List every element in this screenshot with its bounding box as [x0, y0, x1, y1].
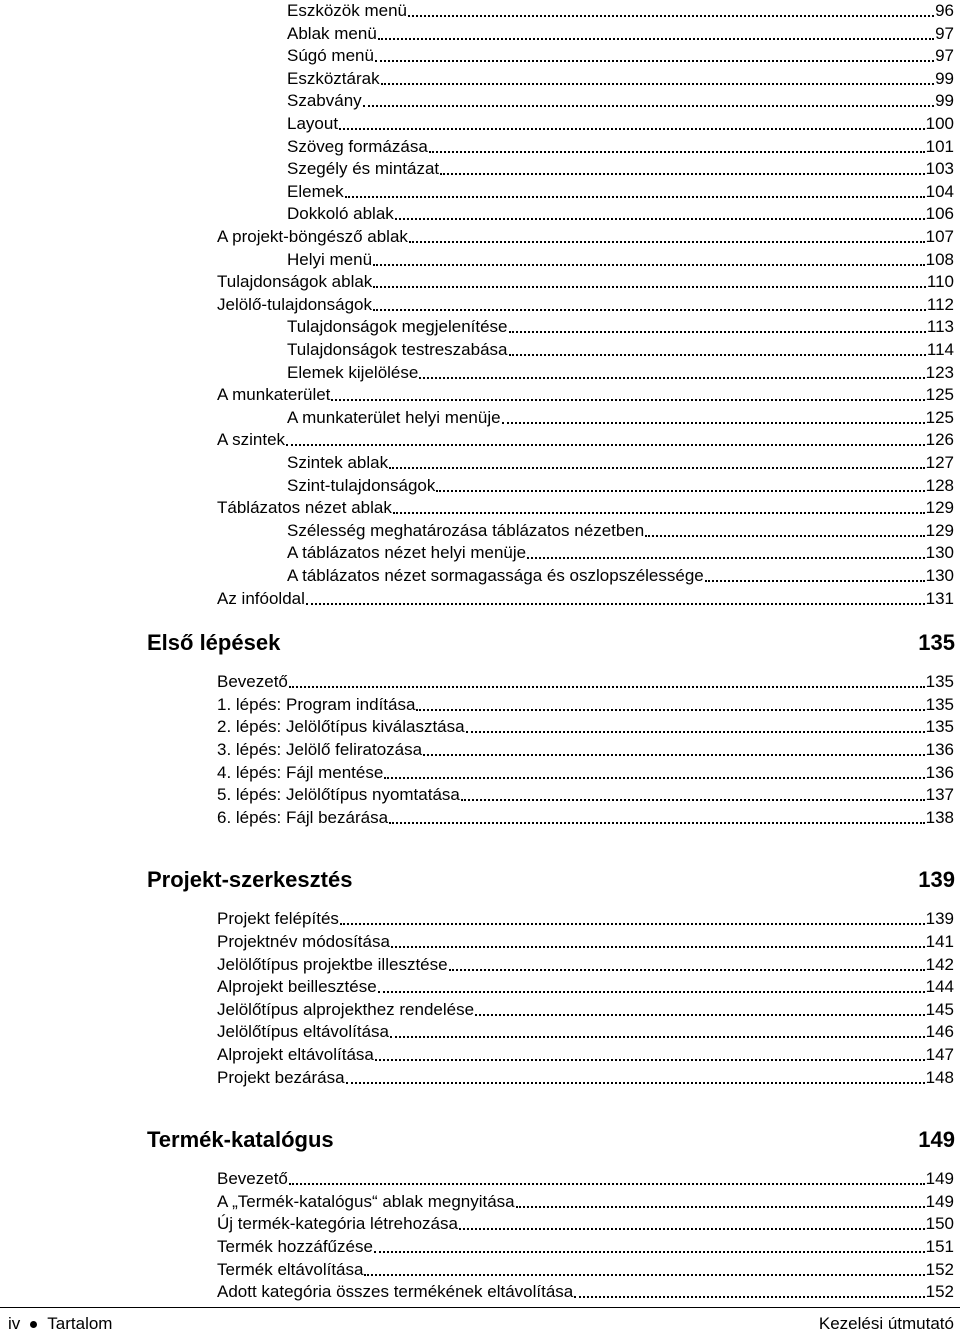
dot-leader: [339, 128, 925, 130]
dot-leader: [436, 490, 924, 492]
page-footer: [0, 1307, 960, 1332]
section-heading-page: 139: [918, 867, 955, 893]
dot-leader: [340, 923, 925, 925]
dot-leader: [409, 241, 925, 243]
dot-leader: [364, 1274, 924, 1276]
toc-entry-page: 136: [925, 740, 954, 759]
bullet-icon: [30, 1321, 37, 1328]
toc-entry[interactable]: [287, 136, 954, 158]
dot-leader: [391, 946, 925, 948]
toc-entry-page: 146: [925, 1022, 954, 1042]
toc-entry[interactable]: [287, 113, 954, 135]
toc-entry-page: 129: [925, 520, 954, 540]
toc-entry[interactable]: [217, 739, 954, 761]
dot-leader: [373, 286, 926, 288]
toc-entry[interactable]: [217, 976, 954, 998]
toc-entry[interactable]: [287, 158, 954, 180]
toc-entry-page: 129: [925, 498, 954, 518]
dot-leader: [286, 444, 925, 446]
toc-entry[interactable]: [287, 0, 954, 22]
dot-leader: [375, 1059, 925, 1061]
toc-entry-title: Az infóoldal: [217, 588, 305, 608]
toc-entry[interactable]: [217, 588, 954, 610]
toc-entry-page: 135: [925, 672, 954, 692]
toc-entry-page: 100: [925, 114, 954, 133]
toc-entry-title: Jelölő-tulajdonságok: [217, 294, 372, 314]
toc-entry-title: Szint-tulajdonságok: [287, 475, 436, 495]
toc-entry[interactable]: [287, 475, 954, 497]
toc-entry-title: Bevezető: [217, 1169, 288, 1189]
dot-leader: [393, 512, 925, 514]
toc-entry-title: A projekt-böngésző ablak: [217, 227, 408, 246]
dot-leader: [475, 1014, 925, 1016]
dot-leader: [419, 377, 924, 379]
toc-entry-title: Eszközök menü: [287, 1, 407, 20]
toc-entry[interactable]: [287, 520, 954, 542]
toc-entry[interactable]: [217, 497, 954, 519]
toc-entry-page: 135: [925, 717, 954, 737]
toc-entry[interactable]: [287, 542, 954, 564]
toc-entry[interactable]: [217, 671, 954, 693]
toc-entry[interactable]: [217, 384, 954, 406]
toc-entry-title: 6. lépés: Fájl bezárása: [217, 807, 389, 827]
toc-entry[interactable]: [287, 407, 954, 429]
dot-leader: [381, 83, 934, 85]
toc-entry[interactable]: [217, 1021, 954, 1043]
toc-entry-page: 149: [925, 1169, 954, 1189]
toc-entry-title: A „Termék-katalógus“ ablak megnyitása: [217, 1191, 515, 1211]
toc-entry-page: 113: [926, 317, 954, 337]
toc-entry-page: 114: [926, 340, 954, 359]
toc-entry-title: 5. lépés: Jelölőtípus nyomtatása: [217, 785, 460, 805]
dot-leader: [363, 105, 934, 107]
toc-entry-page: 97: [935, 23, 954, 43]
toc-entry-page: 103: [925, 159, 954, 179]
toc-entry[interactable]: [287, 68, 954, 90]
toc-entry[interactable]: [217, 1259, 954, 1281]
dot-leader: [345, 196, 925, 198]
toc-entry-title: Helyi menü: [287, 249, 373, 269]
dot-leader: [502, 422, 925, 424]
toc-entry[interactable]: [217, 226, 954, 248]
toc-entry-page: 106: [925, 204, 954, 224]
dot-leader: [306, 603, 925, 605]
dot-leader: [373, 264, 925, 266]
toc-entry-page: 101: [925, 136, 954, 156]
toc-entry-page: 130: [925, 566, 954, 585]
toc-entry[interactable]: [217, 908, 954, 930]
toc-entry[interactable]: [217, 931, 954, 953]
dot-leader: [705, 580, 925, 582]
toc-entry-title: Szélesség meghatározása táblázatos nézetben: [287, 520, 645, 540]
toc-entry-title: Alprojekt beillesztése: [217, 977, 377, 997]
toc-entry-title: Szintek ablak: [287, 453, 389, 472]
dot-leader: [408, 15, 934, 17]
toc-entry-page: 135: [925, 694, 954, 714]
toc-entry-title: Súgó menü: [287, 46, 374, 66]
toc-entry-title: Layout: [287, 114, 339, 133]
section-heading-title: Termék-katalógus: [147, 1127, 334, 1153]
toc-entry[interactable]: [287, 249, 954, 271]
dot-leader: [466, 731, 925, 733]
toc-entry-title: A táblázatos nézet helyi menüje: [287, 543, 527, 563]
section-heading-title: Első lépések: [147, 630, 281, 656]
toc-entry-page: 152: [925, 1282, 954, 1302]
toc-entry-page: 123: [925, 362, 954, 382]
dot-leader: [440, 173, 924, 175]
toc-entry[interactable]: [217, 1213, 954, 1235]
toc-entry-title: Szöveg formázása: [287, 136, 428, 156]
toc-entry-page: 137: [925, 785, 954, 805]
toc-entry-page: 107: [925, 227, 954, 246]
dot-leader: [384, 777, 924, 779]
toc-entry-title: Adott kategória összes termékének eltávolítása: [217, 1282, 574, 1302]
toc-entry[interactable]: [217, 1168, 954, 1190]
toc-entry-page: 148: [925, 1067, 954, 1087]
dot-leader: [289, 1183, 925, 1185]
toc-entry[interactable]: [217, 784, 954, 806]
toc-entry-page: 149: [925, 1191, 954, 1211]
toc-entry-title: Új termék-kategória létrehozása: [217, 1214, 458, 1234]
toc-entry-page: 139: [925, 909, 954, 929]
dot-leader: [509, 354, 926, 356]
section-heading[interactable]: [147, 628, 955, 658]
toc-entry-title: Szegély és mintázat: [287, 159, 440, 179]
dot-leader: [389, 467, 925, 469]
toc-entry[interactable]: [287, 362, 954, 384]
toc-entry-page: 104: [925, 181, 954, 201]
toc-entry[interactable]: [217, 294, 954, 316]
toc-entry-title: Projekt felépítés: [217, 909, 339, 929]
toc-entry-title: 1. lépés: Program indítása: [217, 694, 416, 714]
toc-entry-page: 130: [925, 543, 954, 563]
dot-leader: [390, 1036, 925, 1038]
toc-entry-title: Eszköztárak: [287, 68, 380, 88]
toc-entry-title: Ablak menü: [287, 23, 377, 43]
toc-entry-title: A munkaterület: [217, 385, 331, 405]
dot-leader: [374, 1251, 925, 1253]
toc-entry-title: Elemek: [287, 181, 344, 201]
toc-entry-title: 3. lépés: Jelölő feliratozása: [217, 740, 423, 759]
dot-leader: [378, 38, 934, 40]
toc-entry-title: Tulajdonságok testreszabása: [287, 340, 508, 359]
dot-leader: [346, 1082, 925, 1084]
toc-entry[interactable]: [217, 1236, 954, 1258]
toc-entry-title: Elemek kijelölése: [287, 362, 419, 382]
section-heading-title: Projekt-szerkesztés: [147, 867, 353, 893]
toc-entry[interactable]: [217, 716, 954, 738]
toc-entry[interactable]: [217, 429, 954, 451]
toc-entry[interactable]: [287, 181, 954, 203]
dot-leader: [527, 557, 925, 559]
toc-entry-page: 147: [925, 1045, 954, 1064]
toc-entry-page: 145: [925, 999, 954, 1019]
toc-entry-title: Jelölőtípus alprojekthez rendelése: [217, 999, 475, 1019]
toc-entry-page: 138: [925, 807, 954, 827]
toc-entry[interactable]: [287, 23, 954, 45]
toc-entry[interactable]: [217, 1067, 954, 1089]
toc-entry-page: 151: [925, 1237, 954, 1256]
toc-entry-page: 136: [925, 762, 954, 782]
toc-entry-page: 99: [935, 68, 954, 88]
toc-entry-title: Bevezető: [217, 672, 288, 692]
toc-entry-title: Tulajdonságok ablak: [217, 272, 373, 292]
dot-leader: [389, 822, 925, 824]
toc-entry-title: Projekt bezárása: [217, 1067, 345, 1087]
toc-entry-page: 128: [925, 475, 954, 495]
section-heading-page: 149: [918, 1127, 955, 1153]
footer-doc-title: Kezelési útmutató: [818, 1314, 954, 1333]
toc-entry-page: 112: [926, 294, 954, 314]
dot-leader: [461, 799, 925, 801]
toc-entry-title: Szabvány: [287, 91, 362, 111]
toc-entry-title: Táblázatos nézet ablak: [217, 498, 392, 518]
toc-entry-title: Termék eltávolítása: [217, 1259, 364, 1279]
dot-leader: [395, 218, 925, 220]
section-heading-page: 135: [918, 630, 955, 656]
toc-entry[interactable]: [287, 90, 954, 112]
section-heading[interactable]: [147, 1125, 955, 1155]
toc-entry-title: Alprojekt eltávolítása: [217, 1045, 374, 1064]
toc-entry-page: 110: [926, 272, 954, 292]
toc-entry[interactable]: [217, 999, 954, 1021]
toc-entry-title: 4. lépés: Fájl mentése: [217, 762, 384, 782]
dot-leader: [331, 399, 924, 401]
toc-entry-title: Dokkoló ablak: [287, 204, 394, 224]
toc-entry-title: A munkaterület helyi menüje: [287, 407, 501, 427]
dot-leader: [378, 991, 925, 993]
toc-entry-page: 125: [925, 385, 954, 405]
dot-leader: [416, 709, 924, 711]
dot-leader: [373, 309, 926, 311]
toc-entry-page: 127: [925, 453, 954, 472]
toc-entry-page: 97: [935, 46, 954, 66]
toc-entry-page: 125: [925, 407, 954, 427]
toc-entry[interactable]: [287, 565, 954, 587]
dot-leader: [645, 535, 924, 537]
toc-entry-title: Projektnév módosítása: [217, 932, 390, 951]
toc-entry-title: Tulajdonságok megjelenítése: [287, 317, 508, 337]
toc-entry[interactable]: [287, 452, 954, 474]
toc-entry-page: 142: [925, 954, 954, 974]
dot-leader: [423, 754, 925, 756]
toc-entry[interactable]: [217, 1191, 954, 1213]
toc-entry[interactable]: [217, 954, 954, 976]
toc-entry-page: 96: [935, 1, 954, 20]
toc-entry-page: 99: [935, 91, 954, 111]
toc-entry-title: Jelölőtípus projektbe illesztése: [217, 954, 448, 974]
toc-entry[interactable]: [287, 316, 954, 338]
toc-entry[interactable]: [287, 203, 954, 225]
toc-entry-page: 152: [925, 1259, 954, 1279]
toc-entry-title: A táblázatos nézet sormagassága és oszlopszélessége: [287, 566, 704, 585]
toc-entry[interactable]: [217, 1281, 954, 1303]
toc-entry-title: 2. lépés: Jelölőtípus kiválasztása: [217, 717, 465, 737]
dot-leader: [459, 1228, 925, 1230]
toc-entry[interactable]: [217, 694, 954, 716]
toc-entry-page: 131: [925, 588, 954, 608]
toc-entry-title: Jelölőtípus eltávolítása: [217, 1022, 389, 1042]
toc-entry-title: A szintek: [217, 430, 286, 450]
toc-entry[interactable]: [217, 271, 954, 293]
toc-entry[interactable]: [217, 807, 954, 829]
toc-entry[interactable]: [287, 339, 954, 361]
toc-entry-page: 126: [925, 430, 954, 450]
toc-entry-page: 144: [925, 977, 954, 997]
dot-leader: [574, 1296, 924, 1298]
toc-entry[interactable]: [287, 45, 954, 67]
dot-leader: [375, 60, 934, 62]
footer-page-number: iv: [8, 1314, 21, 1333]
toc-entry[interactable]: [217, 1044, 954, 1066]
section-heading[interactable]: [147, 865, 955, 895]
dot-leader: [516, 1206, 925, 1208]
toc-entry-page: 150: [925, 1214, 954, 1234]
toc-entry-title: Termék hozzáfűzése: [217, 1237, 373, 1256]
toc-entry[interactable]: [217, 762, 954, 784]
dot-leader: [429, 151, 925, 153]
dot-leader: [449, 969, 925, 971]
dot-leader: [289, 686, 925, 688]
footer-section: Tartalom: [47, 1314, 113, 1333]
toc-entry-page: 108: [925, 249, 954, 269]
dot-leader: [509, 331, 926, 333]
toc-entry-page: 141: [925, 932, 954, 951]
